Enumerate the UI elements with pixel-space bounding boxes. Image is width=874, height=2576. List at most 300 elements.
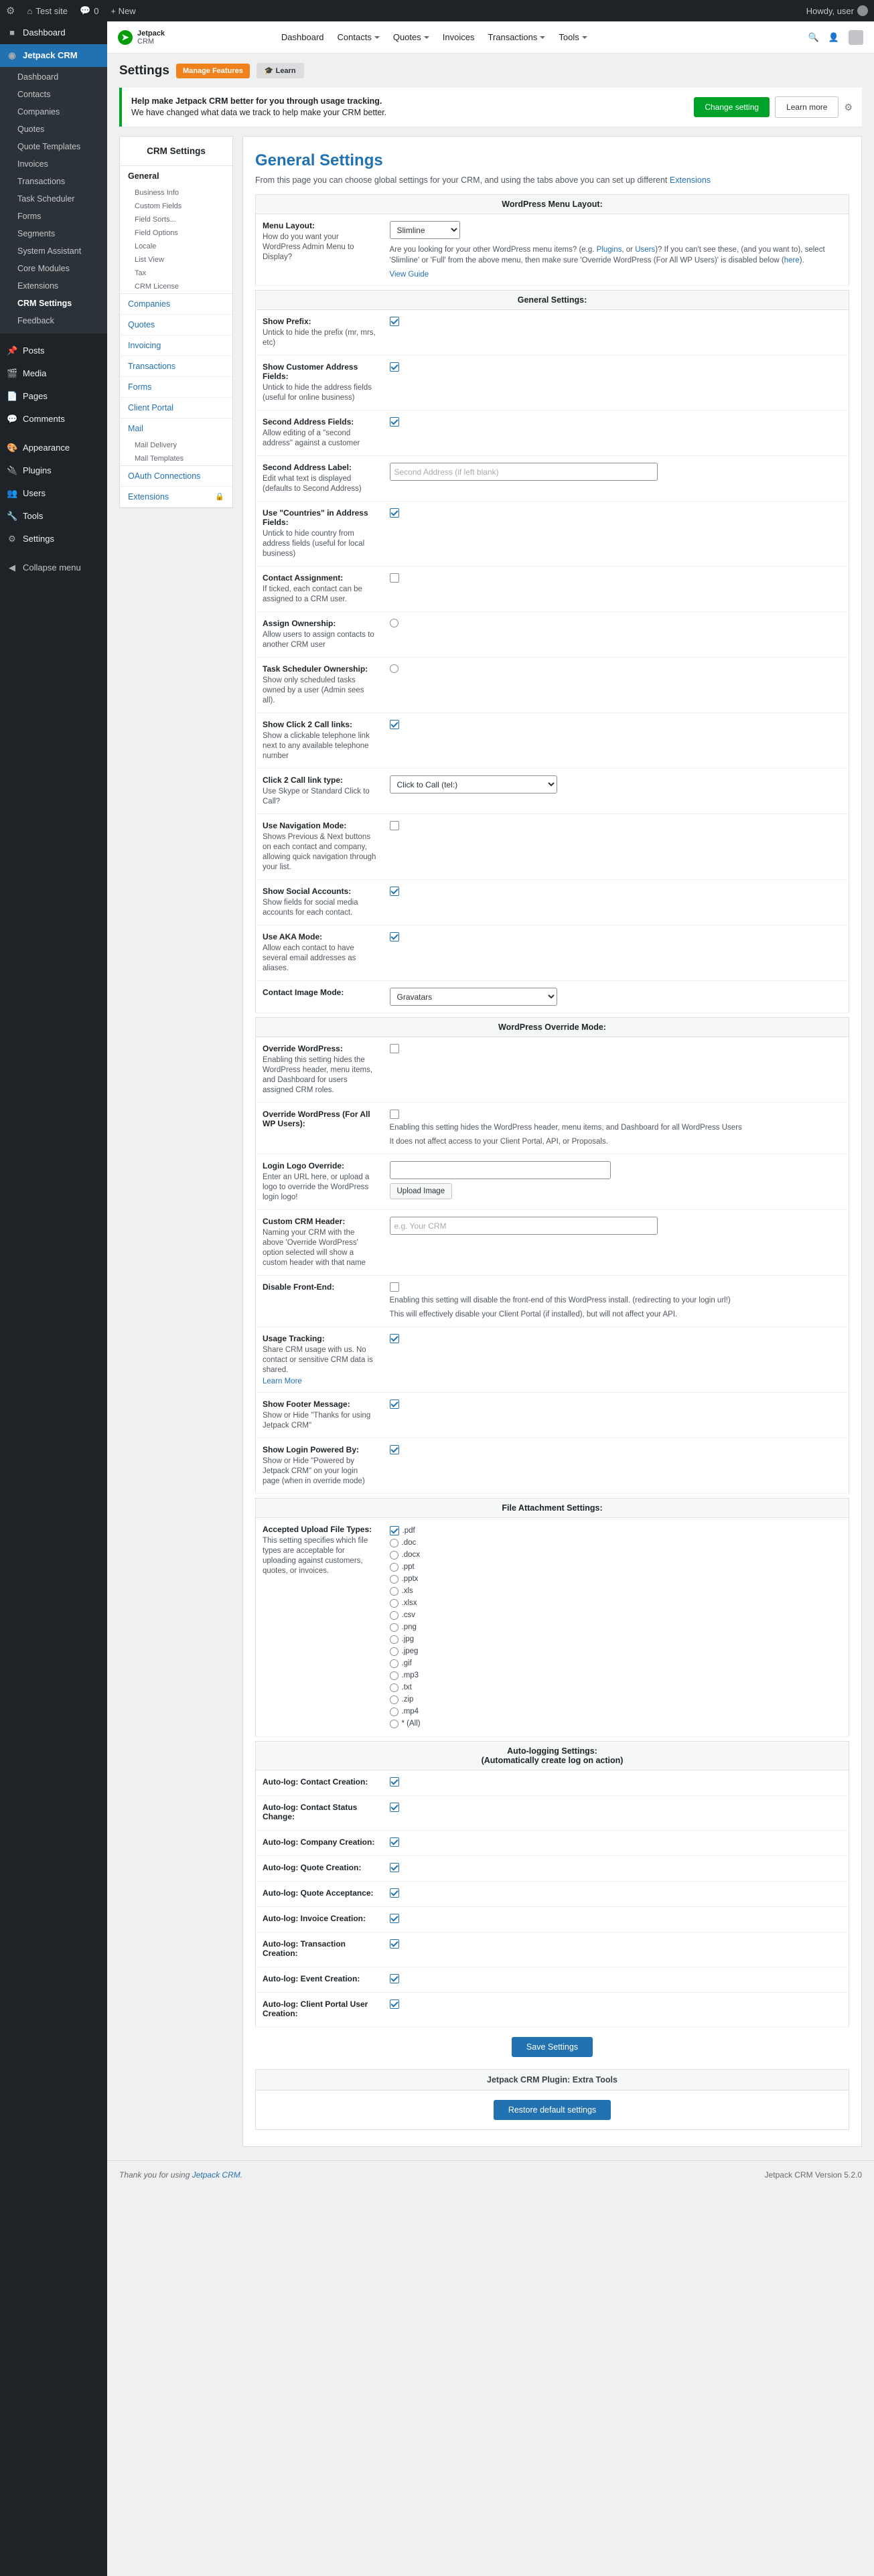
assign-ownership-radio[interactable] xyxy=(390,619,398,627)
sidebar-item-settings[interactable] xyxy=(0,528,107,550)
autolog-client-portal-user-creation-checkbox[interactable] xyxy=(390,1999,399,2009)
autolog-line-1: Auto-logging Settings: xyxy=(507,1746,597,1756)
nav-invoices[interactable] xyxy=(443,32,475,42)
file-type-label: .gif xyxy=(401,1659,412,1667)
sidebar-subitem-forms[interactable]: Forms xyxy=(17,212,42,221)
autolog-table xyxy=(255,1770,849,2028)
brand-line1: Jetpack xyxy=(137,29,165,37)
row-desc: Share CRM usage with us. No contact or sensitive CRM data is shared. xyxy=(263,1346,373,1374)
dashboard-icon: ■ xyxy=(9,27,15,37)
row-title: Show Social Accounts: xyxy=(263,887,352,896)
nav-dashboard[interactable] xyxy=(281,32,324,42)
settings-nav-business-info[interactable]: Business Info xyxy=(135,189,179,197)
file-type-label: .pdf xyxy=(402,1527,415,1535)
table-row xyxy=(256,1933,849,1967)
footer-thanks-pre: Thank you for using xyxy=(119,2170,192,2180)
settings-nav-extensions-label: Extensions xyxy=(128,492,169,502)
file-type-pdf[interactable] xyxy=(390,1525,843,1537)
footer-version: Jetpack CRM Version 5.2.0 xyxy=(764,2170,862,2180)
chevron-down-icon xyxy=(582,36,587,39)
second-address-label-input[interactable] xyxy=(390,463,658,481)
row-title: Use "Countries" in Address Fields: xyxy=(263,508,368,527)
table-row xyxy=(256,1882,849,1907)
file-type-png-checkbox[interactable] xyxy=(390,1623,398,1632)
row-desc: Allow each contact to have several email addresses as aliases. xyxy=(263,944,356,972)
row-title: Contact Assignment: xyxy=(263,573,344,583)
file-type-xls-checkbox[interactable] xyxy=(390,1587,398,1596)
row-title: Click 2 Call link type: xyxy=(263,775,344,785)
lock-icon: 🔒 xyxy=(215,493,224,501)
sidebar-subitem-companies[interactable]: Companies xyxy=(17,107,60,117)
file-type-label: .jpeg xyxy=(401,1647,419,1655)
table-row xyxy=(256,1518,849,1737)
manage-features-button[interactable]: Manage Features xyxy=(176,64,250,78)
page-title: Settings xyxy=(119,63,169,78)
settings-nav-extensions[interactable] xyxy=(120,487,232,508)
table-row xyxy=(256,1154,849,1210)
contact-image-mode-select[interactable] xyxy=(390,988,557,1006)
table-row xyxy=(256,880,849,925)
gear-icon[interactable]: ⚙ xyxy=(844,101,853,112)
view-guide-link[interactable]: View Guide xyxy=(389,271,429,279)
file-type-jpg-checkbox[interactable] xyxy=(390,1635,398,1644)
settings-nav-custom-fields[interactable]: Custom Fields xyxy=(135,202,182,210)
table-row xyxy=(256,713,849,769)
nav-transactions[interactable] xyxy=(488,32,545,42)
sidebar-subitem-quotes[interactable]: Quotes xyxy=(17,125,45,134)
brush-icon: 🎨 xyxy=(7,443,18,453)
file-type-label: .csv xyxy=(401,1611,415,1619)
table-row xyxy=(256,356,849,410)
nav-quotes[interactable] xyxy=(393,32,429,42)
row-hint-2: This will effectively disable your Client Portal (if installed), but will not affect your API. xyxy=(389,1310,678,1318)
table-row xyxy=(256,925,849,981)
sidebar-item-label: Dashboard xyxy=(23,27,66,37)
file-type-pptx[interactable] xyxy=(390,1573,843,1585)
chevron-down-icon xyxy=(540,36,545,39)
change-setting-button[interactable]: Change setting xyxy=(694,97,770,117)
row-title: Auto-log: Contact Status Change: xyxy=(263,1803,358,1821)
file-type-gif[interactable] xyxy=(390,1657,843,1669)
table-row xyxy=(256,502,849,566)
learn-more-link[interactable]: Learn More xyxy=(263,1377,302,1385)
row-title: Accepted Upload File Types: xyxy=(263,1525,372,1534)
save-settings-button[interactable]: Save Settings xyxy=(512,2037,593,2057)
new-content-button[interactable] xyxy=(104,0,141,21)
menu-layout-select[interactable] xyxy=(390,221,460,239)
autolog-quote-creation-checkbox[interactable] xyxy=(390,1863,399,1872)
file-type-pdf-checkbox[interactable] xyxy=(390,1526,399,1535)
sidebar-item-pages[interactable] xyxy=(0,385,107,408)
table-row xyxy=(256,1967,849,1993)
section-extra-tools: Jetpack CRM Plugin: Extra Tools xyxy=(255,2069,849,2091)
autolog-transaction-creation-checkbox[interactable] xyxy=(390,1939,399,1949)
sidebar-item-appearance[interactable] xyxy=(0,437,107,459)
gear-icon: ⚙ xyxy=(8,534,16,544)
row-title: Assign Ownership: xyxy=(263,619,336,628)
row-title: Show Click 2 Call links: xyxy=(263,720,353,729)
usage-tracking-checkbox[interactable] xyxy=(390,1334,399,1343)
override-wordpress-checkbox[interactable] xyxy=(390,1044,399,1053)
crm-nav-items xyxy=(281,32,587,42)
autolog-contact-status-change-checkbox[interactable] xyxy=(390,1803,399,1812)
sidebar-subitem-core-modules[interactable]: Core Modules xyxy=(17,264,70,273)
settings-nav-locale[interactable]: Locale xyxy=(135,242,157,250)
settings-nav-forms[interactable]: Forms xyxy=(120,377,232,398)
table-row xyxy=(256,456,849,502)
row-title: Use Navigation Mode: xyxy=(263,821,347,830)
file-type-txt-checkbox[interactable] xyxy=(390,1683,398,1692)
row-desc: Naming your CRM with the above 'Override WordPress' option selected will show a custom header with that name xyxy=(263,1229,366,1267)
crm-icon: ◉ xyxy=(8,50,16,60)
table-row xyxy=(256,1393,849,1438)
general-settings-table xyxy=(255,310,849,1013)
autolog-invoice-creation-checkbox[interactable] xyxy=(390,1914,399,1923)
avatar xyxy=(857,5,868,16)
sidebar-subitem-system-assistant[interactable]: System Assistant xyxy=(17,246,82,256)
settings-nav-field-options[interactable]: Field Options xyxy=(135,229,178,237)
footer-thanks-post: . xyxy=(240,2170,243,2180)
new-label: + New xyxy=(111,5,136,16)
file-type-xls[interactable] xyxy=(390,1585,843,1597)
nav-label: Dashboard xyxy=(281,32,324,42)
restore-default-settings-button[interactable]: Restore default settings xyxy=(494,2100,611,2120)
row-desc: Allow users to assign contacts to another CRM user xyxy=(263,631,374,649)
table-row xyxy=(256,410,849,456)
sidebar-item-dashboard[interactable] xyxy=(0,21,107,44)
sidebar-subitem-invoices[interactable]: Invoices xyxy=(17,159,48,169)
file-type-label: .mp3 xyxy=(401,1671,419,1679)
section-general-settings: General Settings: xyxy=(255,290,849,310)
file-type-xlsx-checkbox[interactable] xyxy=(390,1599,398,1608)
users-icon: 👥 xyxy=(7,488,18,498)
row-title: Override WordPress: xyxy=(263,1044,343,1053)
file-type-txt[interactable] xyxy=(390,1681,843,1693)
use-countries-checkbox[interactable] xyxy=(390,508,399,518)
row-hint-2: It does not affect access to your Client Portal, API, or Proposals. xyxy=(389,1138,608,1146)
file-type-jpeg-checkbox[interactable] xyxy=(390,1647,398,1656)
table-row xyxy=(256,981,849,1013)
tools-icon: 🔧 xyxy=(7,511,18,521)
sidebar-item-users[interactable] xyxy=(0,482,107,505)
use-aka-mode-checkbox[interactable] xyxy=(390,932,399,941)
file-type-png[interactable] xyxy=(390,1621,843,1633)
file-type-doc-checkbox[interactable] xyxy=(390,1539,398,1547)
row-desc: Show a clickable telephone link next to any available telephone number xyxy=(263,732,370,760)
comment-icon: 💬 xyxy=(80,5,91,15)
second-address-fields-checkbox[interactable] xyxy=(390,417,399,427)
user-icon[interactable]: 👤 xyxy=(828,31,839,42)
show-footer-message-checkbox[interactable] xyxy=(390,1399,399,1409)
sidebar-item-label: Pages xyxy=(23,391,48,401)
file-type-xlsx[interactable] xyxy=(390,1597,843,1609)
row-desc: Show only scheduled tasks owned by a user (Admin sees all). xyxy=(263,676,364,704)
table-row xyxy=(256,566,849,612)
sidebar-item-tools[interactable] xyxy=(0,505,107,528)
table-row xyxy=(256,769,849,814)
file-type-pptx-checkbox[interactable] xyxy=(390,1575,398,1584)
row-desc: Show fields for social media accounts for each contact. xyxy=(263,899,358,917)
autolog-event-creation-checkbox[interactable] xyxy=(390,1974,399,1983)
sidebar-subitem-feedback[interactable]: Feedback xyxy=(17,316,54,325)
file-type-gif-checkbox[interactable] xyxy=(390,1659,398,1668)
file-types-checklist xyxy=(390,1525,843,1730)
settings-header xyxy=(107,54,874,84)
sidebar-item-comments[interactable] xyxy=(0,408,107,431)
table-row xyxy=(256,612,849,658)
sidebar-item-label: Tools xyxy=(23,511,44,521)
plugins-link[interactable]: Plugins xyxy=(596,246,622,254)
users-link[interactable]: Users xyxy=(635,246,656,254)
row-title: Auto-log: Transaction Creation: xyxy=(263,1939,346,1958)
nav-tools[interactable] xyxy=(559,32,587,42)
admin-sidebar xyxy=(0,21,107,2576)
nav-label: Contacts xyxy=(337,32,372,42)
file-type-ppt-checkbox[interactable] xyxy=(390,1563,398,1572)
file-type-label: .xls xyxy=(401,1587,413,1595)
sidebar-subitem-crm-settings[interactable]: CRM Settings xyxy=(17,299,72,308)
sidebar-item-plugins[interactable] xyxy=(0,459,107,482)
row-title: Auto-log: Event Creation: xyxy=(263,1974,360,1983)
row-title: Custom CRM Header: xyxy=(263,1217,346,1226)
site-name-label: Test site xyxy=(35,5,68,16)
row-title: Auto-log: Contact Creation: xyxy=(263,1777,368,1787)
table-row xyxy=(256,1327,849,1393)
here-link[interactable]: here xyxy=(784,256,800,264)
sidebar-item-label: Comments xyxy=(23,414,65,424)
row-hint: Enabling this setting will disable the front-end of this WordPress install. (redirecting to your login url!) xyxy=(389,1296,731,1304)
menu-layout-or: , or xyxy=(622,246,636,254)
section-wp-menu-layout: WordPress Menu Layout: xyxy=(255,194,849,214)
row-title: Disable Front-End: xyxy=(263,1282,335,1292)
settings-nav-crm-license[interactable]: CRM License xyxy=(120,280,232,294)
row-title: Auto-log: Invoice Creation: xyxy=(263,1914,366,1923)
sidebar-subitem-dashboard[interactable]: Dashboard xyxy=(17,72,59,82)
show-click2call-checkbox[interactable] xyxy=(390,720,399,729)
table-row xyxy=(256,1276,849,1327)
settings-sidebar xyxy=(119,136,233,508)
settings-nav-tax[interactable]: Tax xyxy=(135,269,147,277)
menu-layout-text-1: Are you looking for your other WordPress menu items? (e.g. xyxy=(389,246,597,254)
table-row xyxy=(256,1993,849,2028)
file-type-docx[interactable] xyxy=(390,1549,843,1561)
wp-logo-icon[interactable]: ⚙ xyxy=(6,5,15,17)
learn-label: Learn xyxy=(275,67,296,75)
home-icon: ⌂ xyxy=(27,5,33,16)
table-row xyxy=(256,1831,849,1856)
file-type-mp3[interactable] xyxy=(390,1669,843,1681)
wp-override-table xyxy=(255,1037,849,1494)
task-scheduler-ownership-radio[interactable] xyxy=(390,664,398,673)
row-title: Contact Image Mode: xyxy=(263,988,344,997)
file-type-label: .docx xyxy=(401,1551,420,1559)
notice-line-2: We have changed what data we track to help make your CRM better. xyxy=(131,108,387,117)
chevron-left-icon: ◀ xyxy=(9,562,15,573)
row-desc: This setting specifies which file types are acceptable for uploading against customers, quotes, or invoices. xyxy=(263,1537,368,1575)
jetpack-crm-link[interactable]: Jetpack CRM xyxy=(192,2170,240,2180)
nav-contacts[interactable] xyxy=(338,32,380,42)
nav-label: Tools xyxy=(559,32,579,42)
sidebar-subitem-segments[interactable]: Segments xyxy=(17,229,56,238)
table-row xyxy=(256,814,849,880)
settings-nav-field-sorts[interactable]: Field Sorts... xyxy=(135,216,176,224)
table-row xyxy=(256,658,849,713)
sidebar-item-media[interactable] xyxy=(0,362,107,385)
table-row xyxy=(256,1907,849,1933)
row-title: Task Scheduler Ownership: xyxy=(263,664,368,674)
pin-icon: 📌 xyxy=(7,346,18,356)
show-social-accounts-checkbox[interactable] xyxy=(390,887,399,896)
autolog-line-2: (Automatically create log on action) xyxy=(481,1756,624,1765)
collapse-menu-label: Collapse menu xyxy=(23,562,81,573)
file-type-all-checkbox[interactable] xyxy=(390,1720,398,1728)
collapse-menu-button[interactable] xyxy=(0,556,107,579)
settings-nav-client-portal[interactable]: Client Portal xyxy=(120,398,232,419)
upload-image-button[interactable]: Upload Image xyxy=(390,1183,453,1199)
file-type-ppt[interactable] xyxy=(390,1561,843,1573)
disable-front-end-checkbox[interactable] xyxy=(390,1282,399,1292)
settings-nav-mail-delivery[interactable]: Mail Delivery xyxy=(135,441,177,449)
settings-sidebar-title: CRM Settings xyxy=(120,137,232,166)
row-desc: Shows Previous & Next buttons on each contact and company, allowing quick navigation through your list. xyxy=(263,833,376,871)
table-row xyxy=(256,1103,849,1154)
table-row xyxy=(256,1438,849,1494)
sidebar-subitem-task-scheduler[interactable]: Task Scheduler xyxy=(17,194,75,204)
settings-nav-companies[interactable]: Companies xyxy=(120,294,232,315)
avatar[interactable] xyxy=(849,30,863,45)
table-row xyxy=(256,1037,849,1103)
file-type-zip[interactable] xyxy=(390,1693,843,1706)
settings-nav-invoicing[interactable]: Invoicing xyxy=(120,335,232,356)
row-title: Auto-log: Quote Acceptance: xyxy=(263,1888,374,1898)
learn-button[interactable] xyxy=(257,63,304,78)
row-desc: Edit what text is displayed (defaults to Second Address) xyxy=(263,475,362,493)
search-icon[interactable]: 🔍 xyxy=(808,31,819,42)
table-row xyxy=(256,1210,849,1276)
sidebar-item-posts[interactable] xyxy=(0,339,107,362)
row-title: Second Address Fields: xyxy=(263,417,354,427)
file-type-label: .ppt xyxy=(401,1563,415,1571)
row-desc: Enabling this setting hides the WordPress header, menu items, and Dashboard for users assigned CRM roles. xyxy=(263,1056,373,1094)
file-type-docx-checkbox[interactable] xyxy=(390,1551,398,1560)
comments-bubble[interactable] xyxy=(74,0,104,21)
settings-nav-transactions[interactable]: Transactions xyxy=(120,356,232,377)
row-title: Auto-log: Quote Creation: xyxy=(263,1863,362,1872)
settings-nav-oauth-connections[interactable]: OAuth Connections xyxy=(120,466,232,487)
file-type-jpg[interactable] xyxy=(390,1633,843,1645)
menu-layout-label: Menu Layout: xyxy=(263,221,315,230)
use-navigation-mode-checkbox[interactable] xyxy=(390,821,399,830)
show-login-powered-by-checkbox[interactable] xyxy=(390,1445,399,1454)
settings-nav-quotes[interactable]: Quotes xyxy=(120,315,232,335)
login-logo-override-input[interactable] xyxy=(390,1161,611,1179)
file-attachment-table xyxy=(255,1518,849,1737)
contact-assignment-checkbox[interactable] xyxy=(390,573,399,583)
comment-icon: 💬 xyxy=(7,414,18,424)
file-type-label: .jpg xyxy=(401,1635,415,1643)
table-row xyxy=(256,214,849,286)
file-type-label: .doc xyxy=(401,1539,417,1547)
file-type-all[interactable] xyxy=(390,1718,843,1730)
row-desc: Show or Hide "Thanks for using Jetpack CRM" xyxy=(263,1412,371,1430)
row-title: Show Customer Address Fields: xyxy=(263,362,358,381)
row-desc: Untick to hide the address fields (useful for online business) xyxy=(263,384,372,402)
row-title: Show Footer Message: xyxy=(263,1399,350,1409)
file-type-jpeg[interactable] xyxy=(390,1645,843,1657)
row-desc: Show or Hide "Powered by Jetpack CRM" on your login page (when in override mode) xyxy=(263,1457,365,1485)
settings-nav-mail-templates[interactable]: Mail Templates xyxy=(120,452,232,466)
autolog-quote-acceptance-checkbox[interactable] xyxy=(390,1888,399,1898)
graduation-cap-icon: 🎓 xyxy=(264,67,274,75)
row-hint: Enabling this setting hides the WordPress header, menu items, and Dashboard for all WordPress Users xyxy=(389,1124,742,1132)
settings-nav-general[interactable]: General xyxy=(128,171,159,181)
chevron-down-icon xyxy=(424,36,429,39)
table-row xyxy=(256,1796,849,1831)
section-wp-override: WordPress Override Mode: xyxy=(255,1017,849,1037)
table-row xyxy=(256,1770,849,1796)
sidebar-subitem-extensions[interactable]: Extensions xyxy=(17,281,59,291)
crm-brand[interactable] xyxy=(118,29,165,46)
settings-nav-list-view[interactable]: List View xyxy=(135,256,164,264)
row-title: Login Logo Override: xyxy=(263,1161,344,1170)
file-type-mp3-checkbox[interactable] xyxy=(390,1671,398,1680)
media-icon: 🎬 xyxy=(7,368,18,378)
sidebar-item-jetpack-crm[interactable] xyxy=(0,44,107,67)
show-prefix-checkbox[interactable] xyxy=(390,317,399,326)
row-desc: Allow editing of a "second address" against a customer xyxy=(263,429,360,447)
notice-line-1: Help make Jetpack CRM better for you through usage tracking. xyxy=(131,96,382,106)
row-title: Use AKA Mode: xyxy=(263,932,323,941)
file-type-zip-checkbox[interactable] xyxy=(390,1695,398,1704)
file-type-doc[interactable] xyxy=(390,1537,843,1549)
table-row xyxy=(256,310,849,356)
chevron-down-icon xyxy=(374,36,380,39)
sidebar-subitem-contacts[interactable]: Contacts xyxy=(17,90,51,99)
row-title: Auto-log: Client Portal User Creation: xyxy=(263,1999,368,2018)
brand-line2: CRM xyxy=(137,37,155,46)
file-type-mp4[interactable] xyxy=(390,1706,843,1718)
show-customer-address-fields-checkbox[interactable] xyxy=(390,362,399,372)
menu-layout-text-2: )? If you can't see these, (and you want to), select 'Slimline' or 'Full' from the above menu, then make sure 'Override WordPress (For All WP Users)' is disabled below ( xyxy=(389,246,825,264)
file-type-csv-checkbox[interactable] xyxy=(390,1611,398,1620)
row-title: Usage Tracking: xyxy=(263,1334,325,1343)
admin-bar xyxy=(0,0,874,21)
autolog-company-creation-checkbox[interactable] xyxy=(390,1837,399,1847)
settings-nav-mail[interactable]: Mail xyxy=(128,424,143,433)
howdy-menu[interactable] xyxy=(800,0,874,21)
nav-label: Invoices xyxy=(442,32,475,42)
row-desc: Use Skype or Standard Click to Call? xyxy=(263,787,370,806)
sidebar-subitem-quote-templates[interactable]: Quote Templates xyxy=(17,142,81,151)
sidebar-subitem-transactions[interactable]: Transactions xyxy=(17,177,66,186)
file-type-label: .pptx xyxy=(401,1575,419,1583)
row-title: Show Prefix: xyxy=(263,317,311,326)
file-type-label: .png xyxy=(401,1623,417,1631)
sidebar-item-label: Appearance xyxy=(23,443,70,453)
file-type-label: .mp4 xyxy=(401,1708,419,1716)
site-name-menu[interactable] xyxy=(21,0,74,21)
row-desc: Untick to hide the prefix (mr, mrs, etc) xyxy=(263,329,376,347)
file-type-csv[interactable] xyxy=(390,1609,843,1621)
autolog-contact-creation-checkbox[interactable] xyxy=(390,1777,399,1787)
learn-more-button[interactable]: Learn more xyxy=(775,96,839,118)
custom-crm-header-input[interactable] xyxy=(390,1217,658,1235)
file-type-mp4-checkbox[interactable] xyxy=(390,1708,398,1716)
override-wordpress-all-users-checkbox[interactable] xyxy=(390,1110,399,1119)
extensions-link[interactable]: Extensions xyxy=(669,175,711,185)
row-title: Second Address Label: xyxy=(263,463,352,472)
click2call-type-select[interactable] xyxy=(390,775,557,793)
